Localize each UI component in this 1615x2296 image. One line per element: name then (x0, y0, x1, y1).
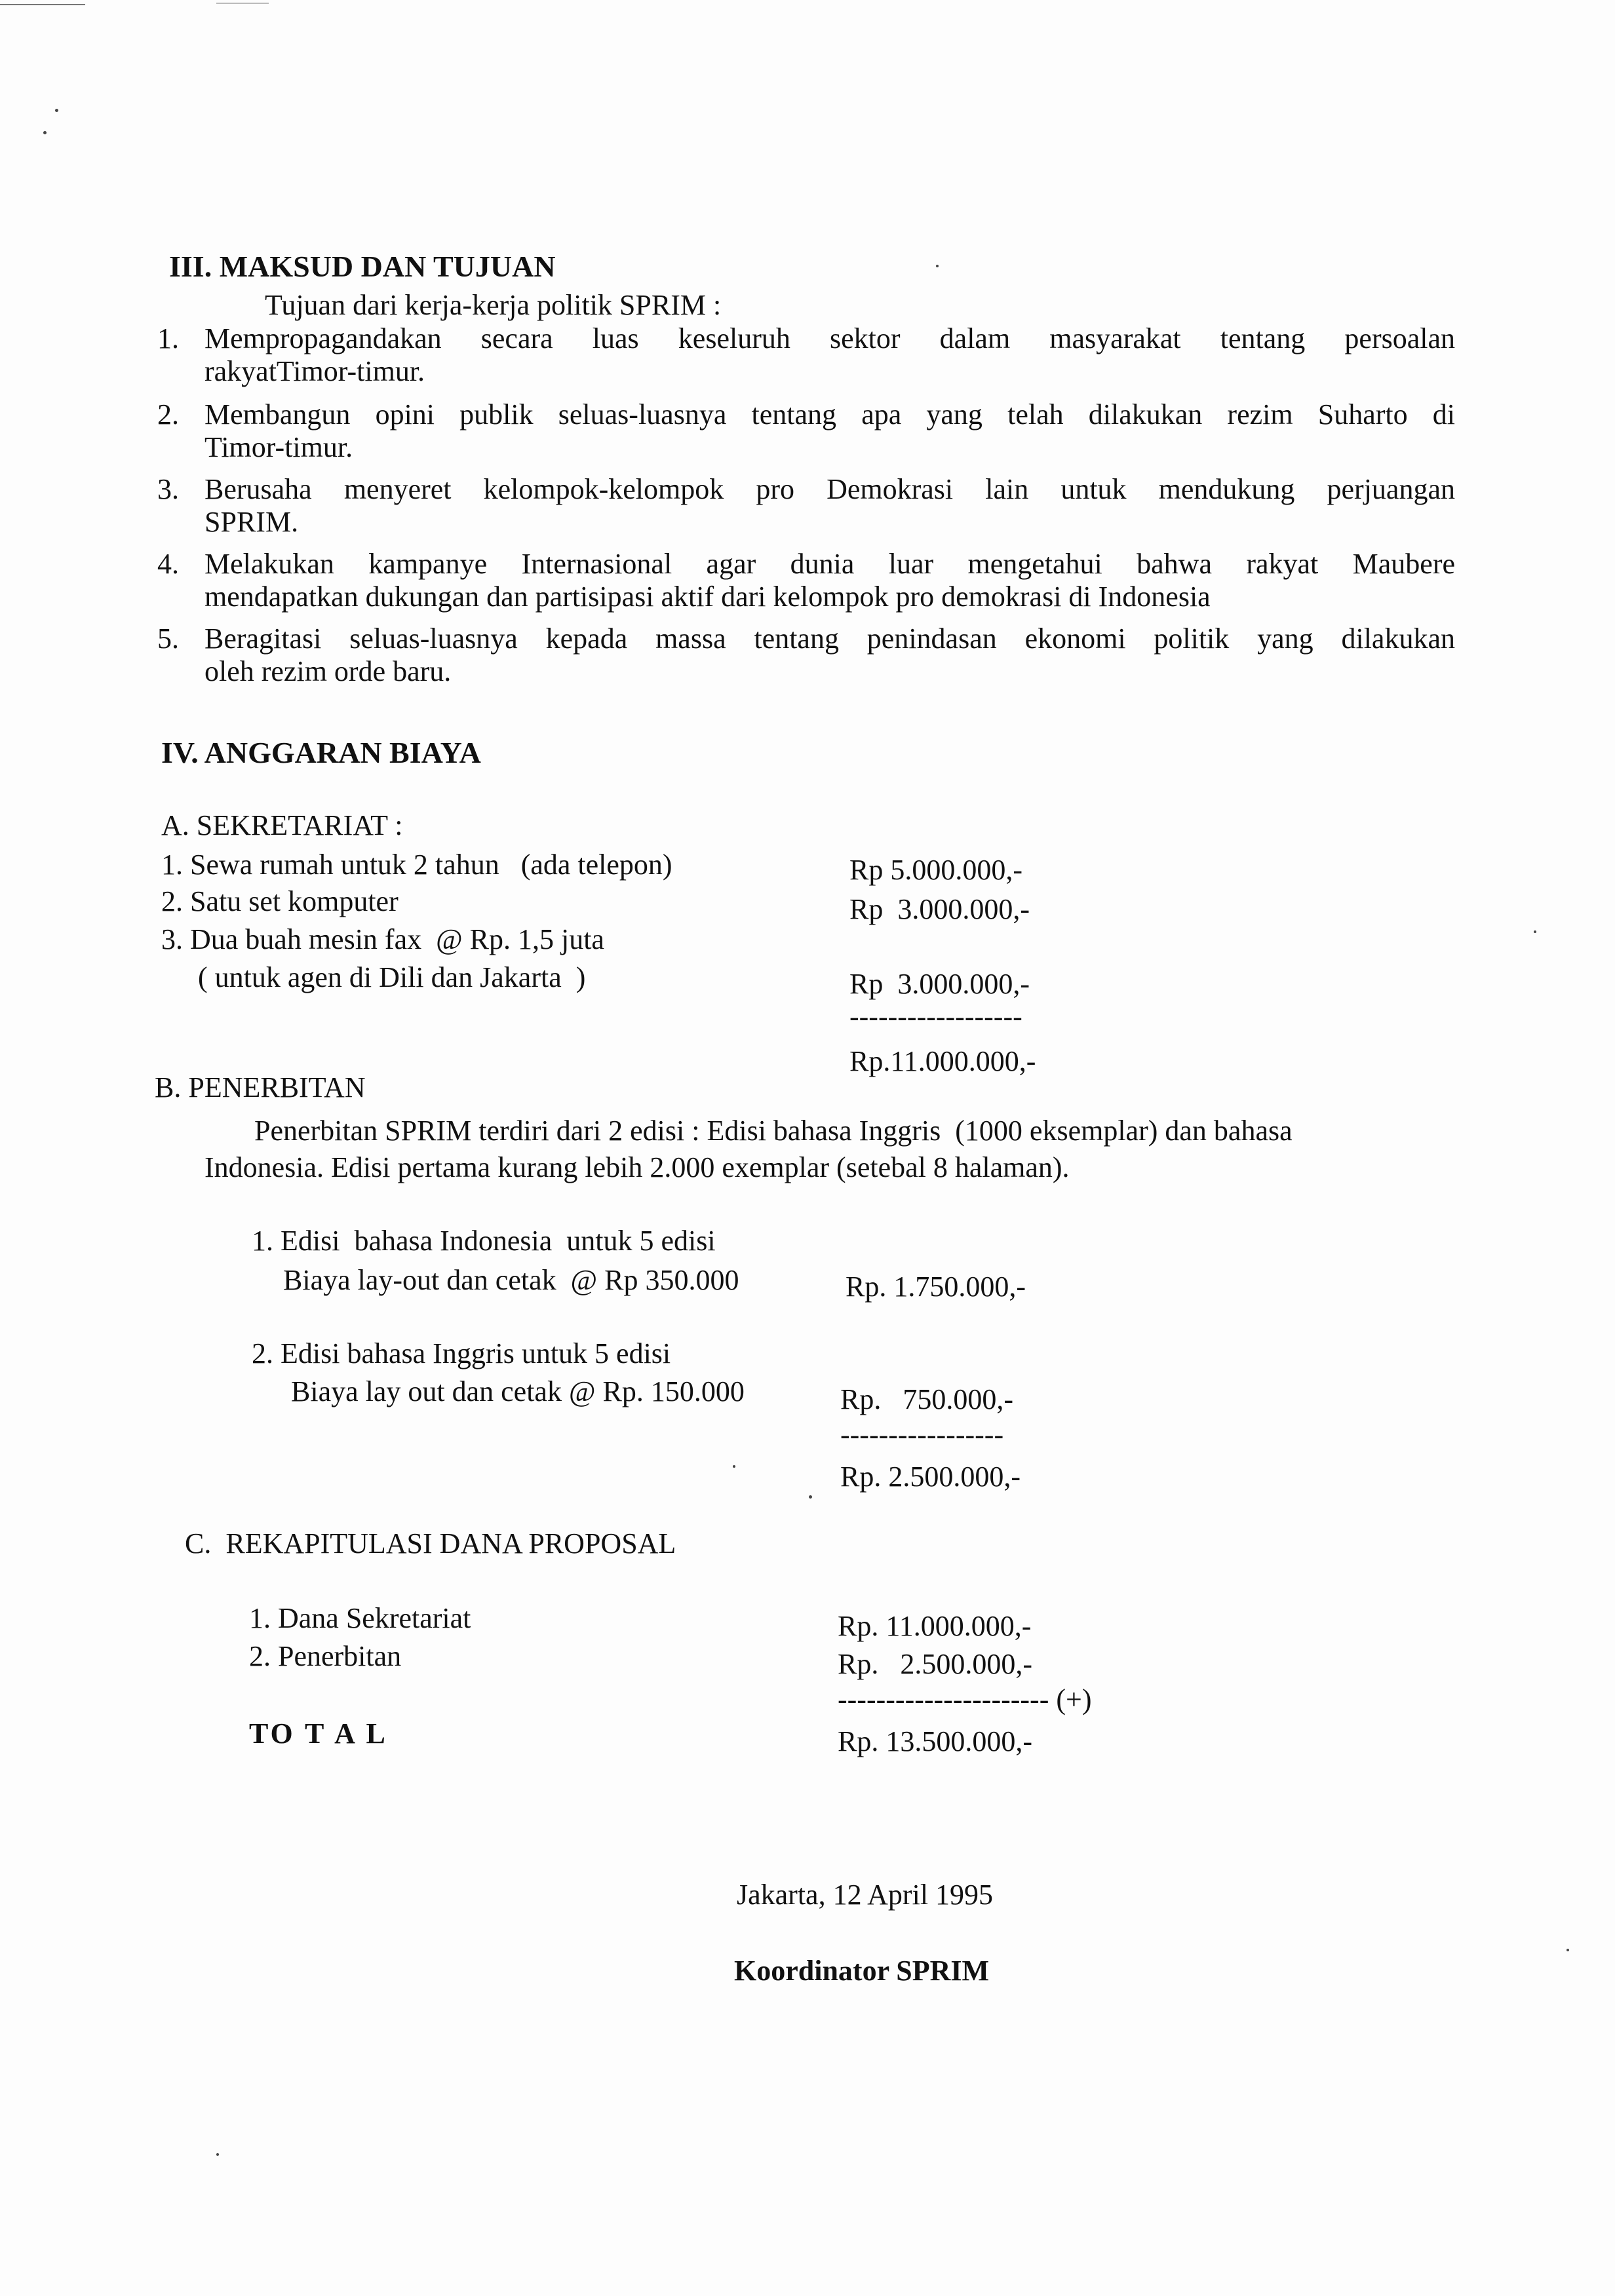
recap-item-label: 1. Dana Sekretariat (249, 1602, 471, 1634)
recap-divider: ---------------------- (+) (838, 1683, 1092, 1715)
budget-item-label: 2. Edisi bahasa Inggris untuk 5 edisi (252, 1337, 671, 1369)
list-item (157, 548, 1455, 613)
recap-item-label: 2. Penerbitan (249, 1640, 402, 1672)
budget-item-amount: Rp. 750.000,- (840, 1383, 1013, 1415)
list-item-number: 4. (157, 548, 179, 580)
list-item-line: Berusaha menyeret kelompok-kelompok pro Demokrasi lain untuk mendukung perjuangan (204, 473, 1455, 505)
signatory: Koordinator SPRIM (734, 1955, 990, 1987)
budget-item-amount: Rp 5.000.000,- (849, 854, 1022, 886)
paragraph-line: Indonesia. Edisi pertama kurang lebih 2.000 exemplar (setebal 8 halaman). (204, 1151, 1070, 1183)
list-item-line: rakyatTimor-timur. (204, 355, 425, 387)
scan-speck (936, 265, 939, 267)
section-3-heading: III. MAKSUD DAN TUJUAN (169, 250, 556, 283)
subtotal-amount: Rp.11.000.000,- (849, 1045, 1036, 1077)
place-date: Jakarta, 12 April 1995 (737, 1879, 994, 1911)
subtotal-amount: Rp. 2.500.000,- (840, 1461, 1021, 1493)
scan-speck (43, 131, 47, 134)
list-item-line: oleh rezim orde baru. (204, 655, 452, 687)
subtotal-divider: ----------------- (840, 1419, 1004, 1451)
list-item-line: Membangun opini publik seluas-luasnya tentang apa yang telah dilakukan rezim Suharto di (204, 398, 1455, 430)
budget-item-sublabel: Biaya lay out dan cetak @ Rp. 150.000 (291, 1375, 745, 1407)
scan-artifact-line (0, 4, 85, 5)
budget-item-amount: Rp. 1.750.000,- (846, 1271, 1026, 1303)
subtotal-divider: ------------------ (849, 1001, 1022, 1033)
budget-item-sublabel: Biaya lay-out dan cetak @ Rp 350.000 (283, 1264, 739, 1296)
section-3-intro: Tujuan dari kerja-kerja politik SPRIM : (265, 289, 722, 321)
budget-item-amount: Rp 3.000.000,- (849, 968, 1030, 1000)
list-item (157, 473, 1455, 539)
list-item-number: 3. (157, 473, 179, 505)
budget-item-label: 1. Sewa rumah untuk 2 tahun (ada telepon) (161, 849, 672, 881)
scan-speck (1534, 930, 1536, 933)
scan-speck (733, 1465, 735, 1468)
recap-item-amount: Rp. 11.000.000,- (838, 1610, 1032, 1642)
recap-item-amount: Rp. 2.500.000,- (838, 1648, 1032, 1680)
list-item-line: Melakukan kampanye Internasional agar dunia luar mengetahui bahwa rakyat Maubere (204, 548, 1455, 580)
list-item-line: Beragitasi seluas-luasnya kepada massa tentang penindasan ekonomi politik yang dilakukan (204, 622, 1455, 655)
scan-speck (809, 1495, 812, 1499)
total-amount: Rp. 13.500.000,- (838, 1725, 1032, 1757)
list-item (157, 322, 1455, 388)
subsection-c-title: C. REKAPITULASI DANA PROPOSAL (185, 1527, 676, 1559)
section-4-heading: IV. ANGGARAN BIAYA (161, 736, 481, 769)
list-item-line: Timor-timur. (204, 431, 353, 463)
scan-speck (216, 2153, 219, 2156)
total-label: TO T A L (249, 1717, 388, 1750)
list-item-number: 2. (157, 398, 179, 430)
list-item (157, 622, 1455, 688)
budget-item-label: 1. Edisi bahasa Indonesia untuk 5 edisi (252, 1225, 716, 1257)
subsection-a-title: A. SEKRETARIAT : (161, 809, 403, 841)
budget-item-label: 2. Satu set komputer (161, 885, 399, 917)
budget-item-label: 3. Dua buah mesin fax @ Rp. 1,5 juta (161, 923, 604, 955)
subsection-b-title: B. PENERBITAN (155, 1071, 366, 1103)
scan-speck (1566, 1949, 1569, 1951)
list-item-number: 1. (157, 322, 179, 354)
list-item-line: Mempropagandakan secara luas keseluruh sektor dalam masyarakat tentang persoalan (204, 322, 1455, 354)
list-item (157, 398, 1455, 464)
paragraph-line: Penerbitan SPRIM terdiri dari 2 edisi : Edisi bahasa Inggris (1000 eksemplar) dan bahasa (254, 1115, 1293, 1147)
list-item-line: mendapatkan dukungan dan partisipasi aktif dari kelompok pro demokrasi di Indonesia (204, 581, 1211, 613)
scan-speck (55, 109, 58, 112)
budget-item-amount: Rp 3.000.000,- (849, 893, 1030, 925)
list-item-line: SPRIM. (204, 506, 299, 538)
budget-item-sublabel: ( untuk agen di Dili dan Jakarta ) (198, 961, 586, 993)
list-item-number: 5. (157, 622, 179, 655)
scan-artifact-line (216, 3, 269, 4)
